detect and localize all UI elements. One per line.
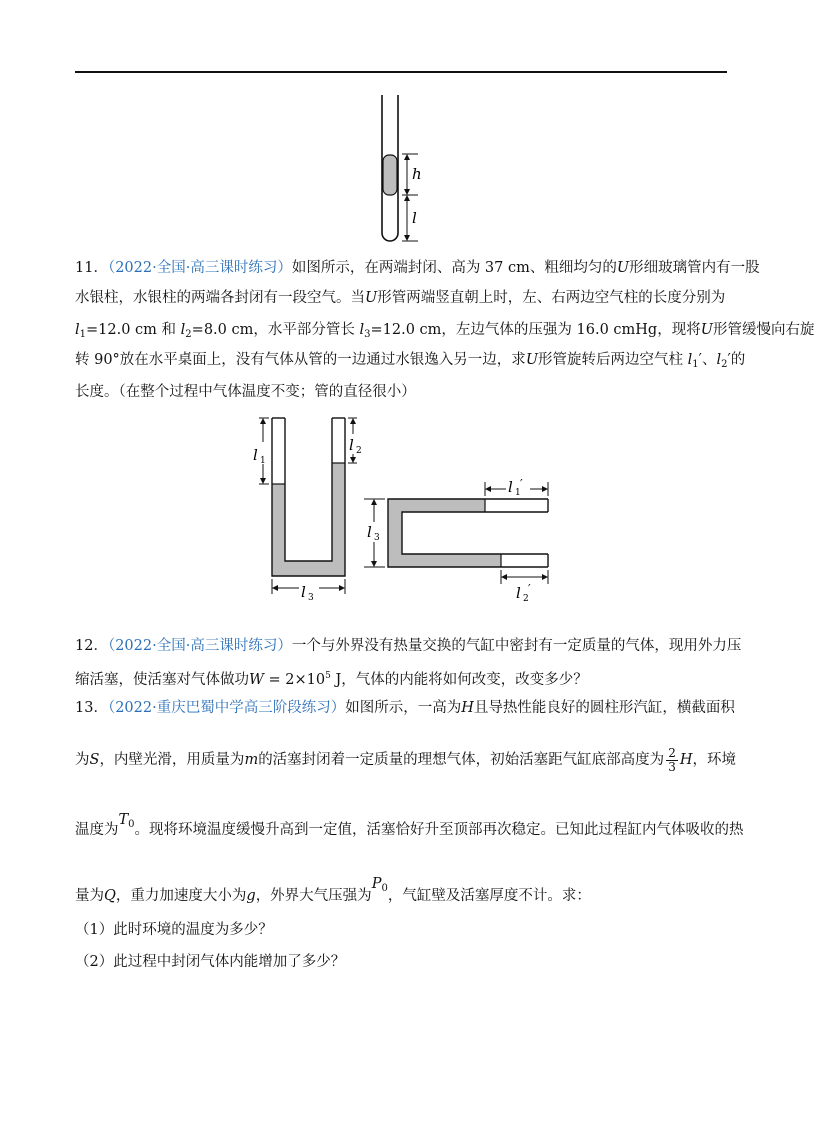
svg-text:l: l bbox=[367, 523, 372, 541]
q13-line-1: 13．（2022·重庆巴蜀中学高三阶段练习）如图所示，一高为H且导热性能良好的圆柱形汽缸，横截面积 bbox=[75, 700, 735, 716]
svg-text:′: ′ bbox=[520, 477, 523, 491]
q13-line-4: 量为Q，重力加速度大小为g，外界大气压强为$P^0$，气缸壁及活塞厚度不计。求： bbox=[75, 876, 591, 904]
svg-text:l: l bbox=[349, 436, 354, 454]
q13-source: （2022·重庆巴蜀中学高三阶段练习） bbox=[107, 700, 346, 716]
q11-line-2: 水银柱，水银柱的两端各封闭有一段空气。当U形管两端竖直朝上时，左、右两边空气柱的长度分别为 bbox=[75, 290, 726, 306]
q13-line-2: 为S，内壁光滑，用质量为m的活塞封闭着一定质量的理想气体，初始活塞距气缸底部高度为 $\frac{2}{3}$ H，环境 bbox=[75, 745, 736, 774]
svg-text:l: l bbox=[301, 583, 306, 601]
svg-text:2: 2 bbox=[523, 594, 529, 604]
fraction-two-thirds: $\frac{2}{3}$ bbox=[668, 745, 676, 774]
svg-text:′: ′ bbox=[528, 582, 531, 596]
q11-line-4: 转 90°放在水平桌面上，没有气体从管的一边通过水银逸入另一边，求U形管旋转后两边空气柱 $l_1'$、$l_2'$的 bbox=[75, 352, 746, 370]
svg-text:l: l bbox=[516, 584, 521, 602]
svg-text:2: 2 bbox=[356, 446, 362, 456]
l-label: l bbox=[412, 209, 417, 227]
svg-text:l: l bbox=[253, 446, 258, 464]
q11-line-3: $l_1=12.0$ cm 和 $l_2=8.0$ cm，水平部分管长 $l_3=12.0$ cm，左边气体的压强为 16.0 cmHg，现将U形管缓慢向右旋 bbox=[75, 322, 814, 340]
svg-text:1: 1 bbox=[260, 456, 266, 466]
q12-source: （2022·全国·高三课时练习） bbox=[107, 638, 292, 654]
q12-line-2: 缩活塞，使活塞对气体做功$W = 2\times 10^5$ J，气体的内能将如何改变，改变多少？ bbox=[75, 671, 588, 688]
svg-text:l: l bbox=[508, 478, 513, 496]
q13-part-2: （2）此过程中封闭气体内能增加了多少？ bbox=[75, 954, 346, 970]
q12-line-1: 12．（2022·全国·高三课时练习）一个与外界没有热量交换的气缸中密封有一定质量的气体，现用外力压 bbox=[75, 638, 742, 654]
q13-part-1: （1）此时环境的温度为多少？ bbox=[75, 922, 273, 938]
figure-u-tube-rotated bbox=[360, 472, 560, 606]
figure-vertical-tube bbox=[370, 95, 440, 245]
header-rule bbox=[75, 71, 727, 73]
svg-text:3: 3 bbox=[374, 533, 380, 543]
svg-text:1: 1 bbox=[515, 488, 521, 498]
h-label: h bbox=[412, 165, 422, 183]
q11-line-5: 长度。（在整个过程中气体温度不变；管的直径很小） bbox=[75, 384, 416, 400]
q11-line-1: 11．（2022·全国·高三课时练习）如图所示，在两端封闭、高为 37 cm、粗细均匀的U形细玻璃管内有一股 bbox=[75, 260, 760, 276]
svg-text:3: 3 bbox=[308, 593, 314, 603]
q13-line-3: 温度为$T^0$。现将环境温度缓慢升高到一定值，活塞恰好升至顶部再次稳定。已知此过程缸内气体吸收的热 bbox=[75, 812, 744, 838]
q11-source: （2022·全国·高三课时练习） bbox=[107, 260, 292, 276]
